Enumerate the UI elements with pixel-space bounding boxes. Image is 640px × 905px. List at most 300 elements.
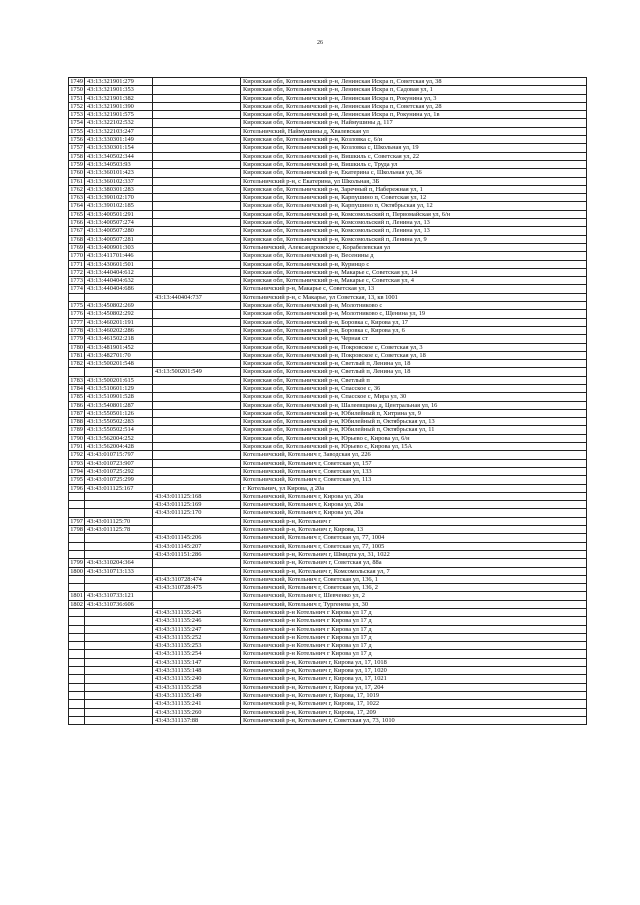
row-number-cell: 1798 <box>70 526 83 534</box>
cadastral-number-cell: 43:13:550502:283 <box>85 418 153 426</box>
table-row <box>69 102 587 110</box>
table-row <box>69 492 587 500</box>
address-cell: Кировская обл, Котельничский р-н, Юрьево с, Кирова ул, 6/н <box>241 434 587 442</box>
table-row <box>69 277 587 285</box>
address-cell: Котельничский, Александровское с, Корабелевская ул <box>241 243 587 251</box>
sub-cadastral-number-cell <box>153 302 241 310</box>
table-row <box>69 426 587 434</box>
table-row <box>69 451 587 459</box>
address-cell: Кировская обл, Котельничский р-н, Комсомольский п, Ленина ул, 13 <box>241 227 587 235</box>
table-row <box>69 285 587 293</box>
cadastral-number-cell: 43:43:011125:167 <box>85 484 153 492</box>
cadastral-number-cell <box>85 609 153 617</box>
address-cell: Котельничский р-н, Котельнич г, Комсомольская ул, 7 <box>241 567 587 575</box>
address-cell: Котельничский, Котельнич г, Советская ул, 113 <box>241 476 587 484</box>
sub-cadastral-number-cell <box>153 243 241 251</box>
sub-cadastral-number-cell <box>153 434 241 442</box>
table-row <box>69 401 587 409</box>
sub-cadastral-number-cell <box>153 127 241 135</box>
sub-cadastral-number-cell <box>153 467 241 475</box>
sub-cadastral-number-cell <box>153 567 241 575</box>
row-number-cell: 1792 <box>70 451 83 459</box>
sub-cadastral-number-cell: 43:43:011145:207 <box>153 542 241 550</box>
row-number-cell: 1782 <box>70 360 83 368</box>
sub-cadastral-number-cell: 43:43:310728:475 <box>153 584 241 592</box>
row-number-cell: 1755 <box>70 127 83 135</box>
sub-cadastral-number-cell: 43:43:311135:240 <box>153 675 241 683</box>
sub-cadastral-number-cell <box>153 517 241 525</box>
sub-cadastral-number-cell <box>153 351 241 359</box>
table-row <box>69 351 587 359</box>
address-cell: Котельничский р-н, Котельнич г, Советская ул, 88а <box>241 559 587 567</box>
table-row <box>69 169 587 177</box>
address-cell: Котельничский р-н, Макарье с, Советская ул, 13 <box>241 285 587 293</box>
cadastral-number-cell <box>85 633 153 641</box>
sub-cadastral-number-cell: 43:43:311135:147 <box>153 658 241 666</box>
sub-cadastral-number-cell <box>153 401 241 409</box>
sub-cadastral-number-cell <box>153 600 241 608</box>
row-number-cell: 1790 <box>70 434 83 442</box>
row-number-cell: 1775 <box>70 302 83 310</box>
sub-cadastral-number-cell: 43:43:310728:474 <box>153 575 241 583</box>
address-cell: Котельничский, Котельнич г, Кирова ул, 20а <box>241 501 587 509</box>
cadastral-number-cell: 43:13:562004:428 <box>85 443 153 451</box>
row-number-cell: 1768 <box>70 235 83 243</box>
sub-cadastral-number-cell <box>153 384 241 392</box>
row-number-cell: 1800 <box>70 567 83 575</box>
cadastral-number-cell: 43:13:340502:344 <box>85 152 153 160</box>
cadastral-number-cell: 43:13:321901:279 <box>85 78 153 86</box>
table-row <box>69 219 587 227</box>
table-row <box>69 185 587 193</box>
row-number-cell <box>69 492 85 500</box>
sub-cadastral-number-cell <box>153 152 241 160</box>
sub-cadastral-number-cell <box>153 260 241 268</box>
sub-cadastral-number-cell <box>153 451 241 459</box>
cadastral-number-cell: 43:13:400501:291 <box>85 210 153 218</box>
table-row <box>69 260 587 268</box>
cadastral-number-cell <box>85 675 153 683</box>
table-row <box>69 526 587 534</box>
address-cell: Котельничский р-н Котельнич г Кирова ул 17 д <box>241 633 587 641</box>
row-number-cell: 1766 <box>70 219 83 227</box>
row-number-cell: 1773 <box>70 277 83 285</box>
table-row <box>69 409 587 417</box>
cadastral-number-cell <box>85 501 153 509</box>
sub-cadastral-number-cell <box>153 318 241 326</box>
sub-cadastral-number-cell: 43:43:311135:246 <box>153 617 241 625</box>
cadastral-number-cell: 43:13:400507:280 <box>85 227 153 235</box>
table-row <box>69 119 587 127</box>
sub-cadastral-number-cell <box>153 426 241 434</box>
cadastral-number-cell: 43:13:330301:154 <box>85 144 153 152</box>
sub-cadastral-number-cell: 43:43:011125:168 <box>153 492 241 500</box>
address-cell: Кировская обл, Котельничский р-н, Юбилейный п, Хитрина ул, 9 <box>241 409 587 417</box>
cadastral-number-cell: 43:43:310713:133 <box>85 567 153 575</box>
sub-cadastral-number-cell <box>153 343 241 351</box>
cadastral-number-cell: 43:13:550502:514 <box>85 426 153 434</box>
row-number-cell: 1794 <box>70 467 83 475</box>
table-row <box>69 708 587 716</box>
address-cell: Кировская обл, Котельничский р-н, Спасское с, 36 <box>241 384 587 392</box>
address-cell: Кировская обл, Котельничский р-н, Козловка с, Школьная ул, 19 <box>241 144 587 152</box>
table-row <box>69 136 587 144</box>
row-number-cell: 1758 <box>70 152 83 160</box>
cadastral-number-cell: 43:13:440404:686 <box>85 285 153 293</box>
table-row <box>69 542 587 550</box>
row-number-cell: 1774 <box>70 285 83 293</box>
address-cell: Кировская обл, Котельничский р-н, Светлый п, Ленина ул, 18 <box>241 360 587 368</box>
table-row <box>69 152 587 160</box>
cadastral-number-cell: 43:43:310736:606 <box>85 600 153 608</box>
cadastral-number-cell: 43:43:310733:121 <box>85 592 153 600</box>
row-number-cell <box>69 658 85 666</box>
table-row <box>69 210 587 218</box>
cadastral-number-cell: 43:13:500201:548 <box>85 360 153 368</box>
sub-cadastral-number-cell <box>153 194 241 202</box>
table-row <box>69 368 587 376</box>
property-table <box>68 77 587 725</box>
cadastral-number-cell: 43:13:500201:615 <box>85 376 153 384</box>
table-row <box>69 650 587 658</box>
row-number-cell <box>69 716 85 724</box>
address-cell: Кировская обл, Котельничский р-н, Спасское с, Мира ул, 30 <box>241 393 587 401</box>
cadastral-number-cell: 43:13:450802:269 <box>85 302 153 310</box>
address-cell: Кировская обл, Котельничский р-н, Боровка с, Кирова ул, 17 <box>241 318 587 326</box>
row-number-cell: 1795 <box>70 476 83 484</box>
address-cell: Кировская обл, Котельничский р-н, Юбилейный п, Октябрьская ул, 11 <box>241 426 587 434</box>
cadastral-number-cell <box>85 642 153 650</box>
cadastral-number-cell: 43:13:440404:632 <box>85 277 153 285</box>
cadastral-number-cell: 43:13:340503:93 <box>85 160 153 168</box>
address-cell: Кировская обл, Котельничский р-н, Покровское с, Советская ул, 3 <box>241 343 587 351</box>
address-cell: Котельничский, Котельнич г, Кирова ул, 20а <box>241 492 587 500</box>
address-cell: Кировская обл, Котельничский р-н, Козловка с, 6/и <box>241 136 587 144</box>
table-row <box>69 625 587 633</box>
cadastral-number-cell: 43:13:400507:274 <box>85 219 153 227</box>
table-row <box>69 683 587 691</box>
row-number-cell <box>69 633 85 641</box>
address-cell: Кировская обл, Котельничский р-н, Покровское с, Советская ул, 18 <box>241 351 587 359</box>
table-row <box>69 177 587 185</box>
sub-cadastral-number-cell <box>153 326 241 334</box>
row-number-cell <box>69 501 85 509</box>
address-cell: Котельничский р-н Котельнич г Кирова ул 17 д <box>241 617 587 625</box>
cadastral-number-cell: 43:13:461502:218 <box>85 335 153 343</box>
table-row <box>69 127 587 135</box>
address-cell: Котельничский, Котельнич г, Советская ул, 136, 1 <box>241 575 587 583</box>
row-number-cell: 1802 <box>70 600 83 608</box>
address-cell: Кировская обл, Котельничский р-н, Шалеевщина д, Центральная ул, 16 <box>241 401 587 409</box>
cadastral-number-cell <box>85 625 153 633</box>
cadastral-number-cell: 43:13:482701:70 <box>85 351 153 359</box>
row-number-cell: 1785 <box>70 393 83 401</box>
cadastral-number-cell: 43:13:360101:423 <box>85 169 153 177</box>
table-row <box>69 235 587 243</box>
table-row <box>69 268 587 276</box>
row-number-cell: 1771 <box>70 260 83 268</box>
address-cell: Котельничский р-н, Котельнич г, Кирова ул, 17, 1018 <box>241 658 587 666</box>
sub-cadastral-number-cell <box>153 136 241 144</box>
row-number-cell: 1752 <box>70 102 83 110</box>
address-cell: Котельничский, Котельнич г, Заводская ул, 226 <box>241 451 587 459</box>
cadastral-number-cell: 43:43:011125:70 <box>85 517 153 525</box>
table-row <box>69 160 587 168</box>
address-cell: Кировская обл, Котельничский р-н, Комсомольский п, Ленина ул, 9 <box>241 235 587 243</box>
row-number-cell: 1756 <box>70 136 83 144</box>
address-cell: Котельничский, Котельнич г, Кирова ул, 20а <box>241 509 587 517</box>
table-row <box>69 600 587 608</box>
table-row <box>69 550 587 558</box>
sub-cadastral-number-cell: 43:43:311135:253 <box>153 642 241 650</box>
row-number-cell: 1763 <box>70 194 83 202</box>
address-cell: Кировская обл, Котельничский р-н, Ленинская Искра п, Советская ул, 38 <box>241 78 587 86</box>
sub-cadastral-number-cell: 43:43:311135:252 <box>153 633 241 641</box>
address-cell: Кировская обл, Котельничский р-н, Екатерина с, Школьная ул, 36 <box>241 169 587 177</box>
row-number-cell: 1786 <box>70 401 83 409</box>
sub-cadastral-number-cell <box>153 185 241 193</box>
row-number-cell: 1784 <box>70 384 83 392</box>
table-row <box>69 691 587 699</box>
address-cell: Кировская обл, Котельничский р-н, Боровка с, Кирова ул, 6 <box>241 326 587 334</box>
row-number-cell: 1770 <box>70 252 83 260</box>
address-cell: Котельничский р-н, Котельнич г, Кирова ул, 17, 1021 <box>241 675 587 683</box>
row-number-cell <box>69 293 85 301</box>
cadastral-number-cell: 43:13:510901:528 <box>85 393 153 401</box>
table-row <box>69 459 587 467</box>
row-number-cell: 1788 <box>70 418 83 426</box>
cadastral-number-cell <box>85 542 153 550</box>
table-row <box>69 335 587 343</box>
cadastral-number-cell <box>85 683 153 691</box>
table-row <box>69 418 587 426</box>
row-number-cell <box>69 584 85 592</box>
address-cell: Котельничский р-н, Котельнич г, Кирова ул, 17, 1020 <box>241 667 587 675</box>
cadastral-number-cell: 43:13:330301:149 <box>85 136 153 144</box>
sub-cadastral-number-cell <box>153 335 241 343</box>
row-number-cell <box>69 700 85 708</box>
cadastral-number-cell <box>85 550 153 558</box>
address-cell: Кировская обл, Котельничский р-н, Вишкиль с, Труда ул <box>241 160 587 168</box>
cadastral-number-cell <box>85 716 153 724</box>
row-number-cell: 1765 <box>70 210 83 218</box>
address-cell: Кировская обл, Котельничский р-н, Юбилейный п, Октябрьская ул, 13 <box>241 418 587 426</box>
address-cell: Кировская обл, Котельничский р-н, Весенины д <box>241 252 587 260</box>
sub-cadastral-number-cell <box>153 393 241 401</box>
row-number-cell <box>69 667 85 675</box>
row-number-cell: 1779 <box>70 335 83 343</box>
row-number-cell: 1757 <box>70 144 83 152</box>
cadastral-number-cell <box>85 691 153 699</box>
table-row <box>69 302 587 310</box>
cadastral-number-cell: 43:13:430601:501 <box>85 260 153 268</box>
row-number-cell: 1749 <box>70 78 83 85</box>
row-number-cell <box>69 368 85 376</box>
table-row <box>69 384 587 392</box>
table-row <box>69 675 587 683</box>
cadastral-number-cell: 43:13:460202:286 <box>85 326 153 334</box>
table-row <box>69 434 587 442</box>
cadastral-number-cell: 43:13:400901:303 <box>85 243 153 251</box>
table-row <box>69 484 587 492</box>
address-cell: Кировская обл, Котельничский р-н, Комсомольский п, Первомайская ул, 6/н <box>241 210 587 218</box>
sub-cadastral-number-cell <box>153 360 241 368</box>
sub-cadastral-number-cell: 43:43:311135:148 <box>153 667 241 675</box>
row-number-cell: 1783 <box>70 376 83 384</box>
row-number-cell: 1791 <box>70 443 83 451</box>
cadastral-number-cell: 43:13:380301:283 <box>85 185 153 193</box>
table-row <box>69 617 587 625</box>
row-number-cell: 1753 <box>70 111 83 119</box>
sub-cadastral-number-cell: 43:43:011151:286 <box>153 550 241 558</box>
cadastral-number-cell: 43:13:411701:446 <box>85 252 153 260</box>
sub-cadastral-number-cell <box>153 219 241 227</box>
sub-cadastral-number-cell <box>153 227 241 235</box>
cadastral-number-cell: 43:13:440404:612 <box>85 268 153 276</box>
table-row <box>69 443 587 451</box>
table-row <box>69 509 587 517</box>
cadastral-number-cell <box>85 492 153 500</box>
row-number-cell <box>69 642 85 650</box>
cadastral-number-cell: 43:13:400507:281 <box>85 235 153 243</box>
table-row <box>69 318 587 326</box>
address-cell: Кировская обл, Котельничский р-н, Светлый п, Ленина ул, 18 <box>241 368 587 376</box>
row-number-cell <box>69 534 85 542</box>
sub-cadastral-number-cell <box>153 285 241 293</box>
row-number-cell <box>69 542 85 550</box>
table-row <box>69 376 587 384</box>
row-number-cell: 1801 <box>70 592 83 600</box>
sub-cadastral-number-cell <box>153 78 241 86</box>
sub-cadastral-number-cell <box>153 160 241 168</box>
table-row <box>69 144 587 152</box>
sub-cadastral-number-cell <box>153 119 241 127</box>
table-row <box>69 567 587 575</box>
table-row <box>69 609 587 617</box>
cadastral-number-cell: 43:13:321901:382 <box>85 94 153 102</box>
sub-cadastral-number-cell: 43:43:311135:245 <box>153 609 241 617</box>
row-number-cell: 1778 <box>70 326 83 334</box>
table-row <box>69 78 587 86</box>
row-number-cell <box>69 550 85 558</box>
address-cell: Кировская обл, Котельничский р-н, Ленинская Искра п, Рокунина ул, 1в <box>241 111 587 119</box>
row-number-cell: 1772 <box>70 268 83 276</box>
cadastral-number-cell: 43:13:540801:287 <box>85 401 153 409</box>
row-number-cell <box>69 625 85 633</box>
cadastral-number-cell <box>85 658 153 666</box>
sub-cadastral-number-cell <box>153 526 241 534</box>
cadastral-number-cell <box>85 509 153 517</box>
row-number-cell: 1751 <box>70 94 83 102</box>
cadastral-number-cell: 43:13:322102:532 <box>85 119 153 127</box>
address-cell: Котельничский, Котельнич г, Советская ул, 136, 2 <box>241 584 587 592</box>
cadastral-number-cell: 43:43:011125:78 <box>85 526 153 534</box>
cadastral-number-cell: 43:13:562004:252 <box>85 434 153 442</box>
address-cell: Кировская обл, Котельничский р-н, Вишкиль с, Советская ул, 22 <box>241 152 587 160</box>
sub-cadastral-number-cell <box>153 476 241 484</box>
row-number-cell <box>69 650 85 658</box>
row-number-cell: 1759 <box>70 160 83 168</box>
table-row <box>69 393 587 401</box>
row-number-cell: 1797 <box>70 517 83 525</box>
cadastral-number-cell: 43:13:321901:390 <box>85 102 153 110</box>
address-cell: Котельничский р-н, с Макарье, ул Советская, 13, кв 1001 <box>241 293 587 301</box>
sub-cadastral-number-cell <box>153 418 241 426</box>
sub-cadastral-number-cell <box>153 202 241 210</box>
address-cell: Котельничский, Котельнич г, Советская ул, 133 <box>241 467 587 475</box>
sub-cadastral-number-cell: 43:13:500201:549 <box>153 368 241 376</box>
address-cell: Кировская обл, Котельничский р-н, Черная ст <box>241 335 587 343</box>
sub-cadastral-number-cell <box>153 111 241 119</box>
table-row <box>69 667 587 675</box>
cadastral-number-cell: 43:13:510601:129 <box>85 384 153 392</box>
address-cell: Кировская обл, Котельничский р-н, Макарье с, Советская ул, 14 <box>241 268 587 276</box>
table-row <box>69 501 587 509</box>
address-cell: Котельничский р-н Котельнич г Кирова ул 17 д <box>241 625 587 633</box>
address-cell: Котельничский, Котельнич г, Советская ул, 157 <box>241 459 587 467</box>
cadastral-number-cell: 43:13:550501:126 <box>85 409 153 417</box>
row-number-cell: 1767 <box>70 227 83 235</box>
address-cell: Котельничский р-н, с Екатерина, ул Школьная, 3Б <box>241 177 587 185</box>
table-row <box>69 326 587 334</box>
table-row <box>69 575 587 583</box>
address-cell: Котельничский р-н, Котельнич г, Кирова, 17, 1019 <box>241 691 587 699</box>
sub-cadastral-number-cell: 43:13:440404:737 <box>153 293 241 301</box>
row-number-cell: 1769 <box>70 243 83 251</box>
cadastral-number-cell: 43:43:010725:292 <box>85 467 153 475</box>
address-cell: Кировская обл, Котельничский р-н, Куринцо с <box>241 260 587 268</box>
address-cell: Котельничский, Котельнич г, Советская ул, 77, 1004 <box>241 534 587 542</box>
cadastral-number-cell: 43:43:010723:907 <box>85 459 153 467</box>
address-cell: Котельничский, Котельнич г, Советская ул, 77, 1005 <box>241 542 587 550</box>
sub-cadastral-number-cell: 43:43:011145:206 <box>153 534 241 542</box>
address-cell: Котельничский р-н, Котельнич г, Шмидта ул, 31, 1022 <box>241 550 587 558</box>
row-number-cell <box>69 575 85 583</box>
sub-cadastral-number-cell <box>153 592 241 600</box>
row-number-cell: 1754 <box>70 119 83 127</box>
sub-cadastral-number-cell: 43:43:311135:149 <box>153 691 241 699</box>
row-number-cell: 1777 <box>70 318 83 326</box>
table-row <box>69 252 587 260</box>
address-cell: Кировская обл, Котельничский р-н, Ленинская Искра п, Садовая ул, 1 <box>241 86 587 94</box>
cadastral-number-cell: 43:13:390102:170 <box>85 194 153 202</box>
cadastral-number-cell: 43:13:321901:575 <box>85 111 153 119</box>
address-cell: Котельничский р-н Котельнич г Кирова ул 17 д <box>241 609 587 617</box>
address-cell: Кировская обл, Котельничский р-н, Юрьево с, Кирова ул, 15А <box>241 443 587 451</box>
sub-cadastral-number-cell <box>153 484 241 492</box>
cadastral-number-cell: 43:13:460201:191 <box>85 318 153 326</box>
row-number-cell: 1796 <box>70 484 83 492</box>
row-number-cell: 1761 <box>70 177 83 185</box>
sub-cadastral-number-cell <box>153 252 241 260</box>
table-row <box>69 476 587 484</box>
row-number-cell <box>69 617 85 625</box>
row-number-cell: 1780 <box>70 343 83 351</box>
row-number-cell: 1762 <box>70 185 83 193</box>
address-cell: Котельничский р-н, Котельнич г, Кирова ул, 17, 204 <box>241 683 587 691</box>
sub-cadastral-number-cell <box>153 376 241 384</box>
sub-cadastral-number-cell <box>153 144 241 152</box>
table-row <box>69 360 587 368</box>
table-row <box>69 94 587 102</box>
row-number-cell: 1760 <box>70 169 83 177</box>
row-number-cell: 1787 <box>70 409 83 417</box>
page-number: 26 <box>317 40 323 46</box>
address-cell: Кировская обл, Котельничский р-н, Молотниково с, Щенина ул, 19 <box>241 310 587 318</box>
sub-cadastral-number-cell <box>153 210 241 218</box>
address-cell: Котельничский, Котельнич г, Тургенева ул, 30 <box>241 600 587 608</box>
cadastral-number-cell <box>85 650 153 658</box>
